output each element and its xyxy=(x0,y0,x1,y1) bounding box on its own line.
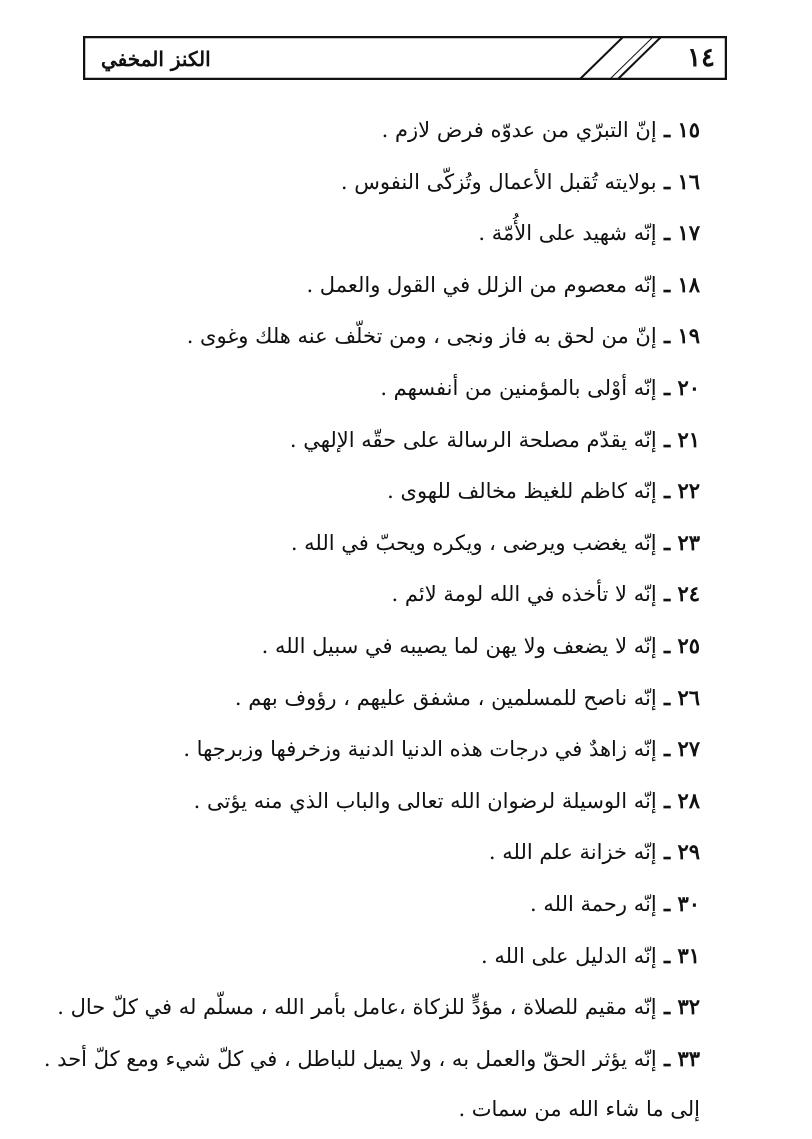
list-item: ٢٠ ـ إنّه أوْلى بالمؤمنين من أنفسهم . xyxy=(380,374,700,400)
item-text: إنّ من لحق به فاز ونجى ، ومن تخلّف عنه هلك وغوى . xyxy=(186,324,657,349)
list-item: ٢١ ـ إنّه يقدّم مصلحة الرسالة على حقّه الإلهي . xyxy=(289,426,700,452)
item-number: ٣٢ xyxy=(677,994,700,1020)
list-item: ٢٩ ـ إنّه خزانة علم الله . xyxy=(488,839,700,865)
item-number: ٢٦ xyxy=(677,684,700,710)
list-item: ٣١ ـ إنّه الدليل على الله . xyxy=(481,942,700,968)
item-number: ٣٣ xyxy=(677,1045,700,1071)
list-item: ٢٣ ـ إنّه يغضب ويرضى ، ويكره ويحبّ في الله . xyxy=(290,529,700,555)
closing-line: إلى ما شاء الله من سمات . xyxy=(458,1097,700,1122)
item-number: ١٧ xyxy=(677,220,700,246)
item-text: إنّ التبرّي من عدوّه فرض لازم . xyxy=(381,118,657,142)
item-text: إنّه الوسيلة لرضوان الله تعالى والباب الذي منه يؤتى . xyxy=(193,788,657,813)
list-item: ٢٨ ـ إنّه الوسيلة لرضوان الله تعالى والباب الذي منه يؤتى . xyxy=(193,787,700,813)
list-item: ٣٣ ـ إنّه يؤثر الحقّ والعمل به ، ولا يميل للباطل ، في كلّ شيء ومع كلّ أحد . xyxy=(43,1045,700,1071)
item-number: ٢٢ xyxy=(677,478,700,504)
item-text: إنّه لا يضعف ولا يهن لما يصيبه في سبيل الله . xyxy=(261,633,657,658)
item-text: إنّه زاهدٌ في درجات هذه الدنيا الدنية وزخرفها وزبرجها . xyxy=(183,737,657,762)
item-text: إنّه أوْلى بالمؤمنين من أنفسهم . xyxy=(380,375,657,400)
item-number: ١٩ xyxy=(677,323,700,349)
list-item: ٢٧ ـ إنّه زاهدٌ في درجات هذه الدنيا الدنية وزخرفها وزبرجها . xyxy=(183,736,700,762)
list-item: ٢٤ ـ إنّه لا تأخذه في الله لومة لائم . xyxy=(391,581,700,607)
item-number: ٣٠ xyxy=(677,890,700,916)
item-number: ١٨ xyxy=(677,271,700,297)
item-number: ٢٩ xyxy=(677,839,700,865)
list-item: ٢٥ ـ إنّه لا يضعف ولا يهن لما يصيبه في سبيل الله . xyxy=(261,632,700,658)
page-number: ١٤ xyxy=(687,43,715,73)
item-text: إنّه الدليل على الله . xyxy=(481,943,657,968)
item-text: إنّه مقيم للصلاة ، مؤدٍّ للزكاة ،عامل بأمر الله ، مسلّم له في كلّ حال . xyxy=(57,995,657,1020)
list-item: ١٧ ـ إنّه شهيد على الأُمّة . xyxy=(478,220,700,246)
item-number: ٢١ xyxy=(677,426,700,452)
item-number: ٢٥ xyxy=(677,632,700,658)
item-number: ٢٧ xyxy=(677,736,700,762)
item-number: ١٦ xyxy=(677,168,700,194)
item-text: إنّه رحمة الله . xyxy=(530,891,657,916)
item-text: إنّه كاظم للغيظ مخالف للهوى . xyxy=(387,479,657,504)
item-number: ٢٤ xyxy=(677,581,700,607)
item-text: إنّه ناصح للمسلمين ، مشفق عليهم ، رؤوف بهم . xyxy=(234,685,657,710)
list-item: ١٥ ـ إنّ التبرّي من عدوّه فرض لازم . xyxy=(381,117,700,142)
list-item: ١٨ ـ إنّه معصوم من الزلل في القول والعمل . xyxy=(306,271,700,297)
item-number: ٢٨ xyxy=(677,787,700,813)
content-body xyxy=(43,104,700,1136)
list-item: ٣٠ ـ إنّه رحمة الله . xyxy=(530,890,700,916)
item-number: ٢٠ xyxy=(677,374,700,400)
item-text: إنّه لا تأخذه في الله لومة لائم . xyxy=(391,582,657,607)
item-text: بولايته تُقبل الأعمال وتُزكّى النفوس . xyxy=(340,169,657,194)
item-text: إنّه خزانة علم الله . xyxy=(488,840,657,865)
book-title: الكنز المخفي xyxy=(101,47,211,71)
item-number: ٣١ xyxy=(677,942,700,968)
list-item: ١٦ ـ بولايته تُقبل الأعمال وتُزكّى النفوس . xyxy=(340,168,700,194)
item-text: إنّه يغضب ويرضى ، ويكره ويحبّ في الله . xyxy=(290,530,657,555)
item-text: إنّه يقدّم مصلحة الرسالة على حقّه الإلهي . xyxy=(289,427,657,452)
item-number: ١٥ xyxy=(677,117,700,142)
page-header xyxy=(83,36,727,80)
item-text: إنّه معصوم من الزلل في القول والعمل . xyxy=(306,272,657,297)
list-item: ٢٦ ـ إنّه ناصح للمسلمين ، مشفق عليهم ، رؤوف بهم . xyxy=(234,684,700,710)
list-item: ١٩ ـ إنّ من لحق به فاز ونجى ، ومن تخلّف عنه هلك وغوى . xyxy=(186,323,700,349)
item-text: إنّه يؤثر الحقّ والعمل به ، ولا يميل للباطل ، في كلّ شيء ومع كلّ أحد . xyxy=(43,1046,657,1071)
item-text: إنّه شهيد على الأُمّة . xyxy=(478,221,657,246)
list-item: ٣٢ ـ إنّه مقيم للصلاة ، مؤدٍّ للزكاة ،عامل بأمر الله ، مسلّم له في كلّ حال . xyxy=(57,994,700,1020)
item-number: ٢٣ xyxy=(677,529,700,555)
list-item: ٢٢ ـ إنّه كاظم للغيظ مخالف للهوى . xyxy=(387,478,700,504)
